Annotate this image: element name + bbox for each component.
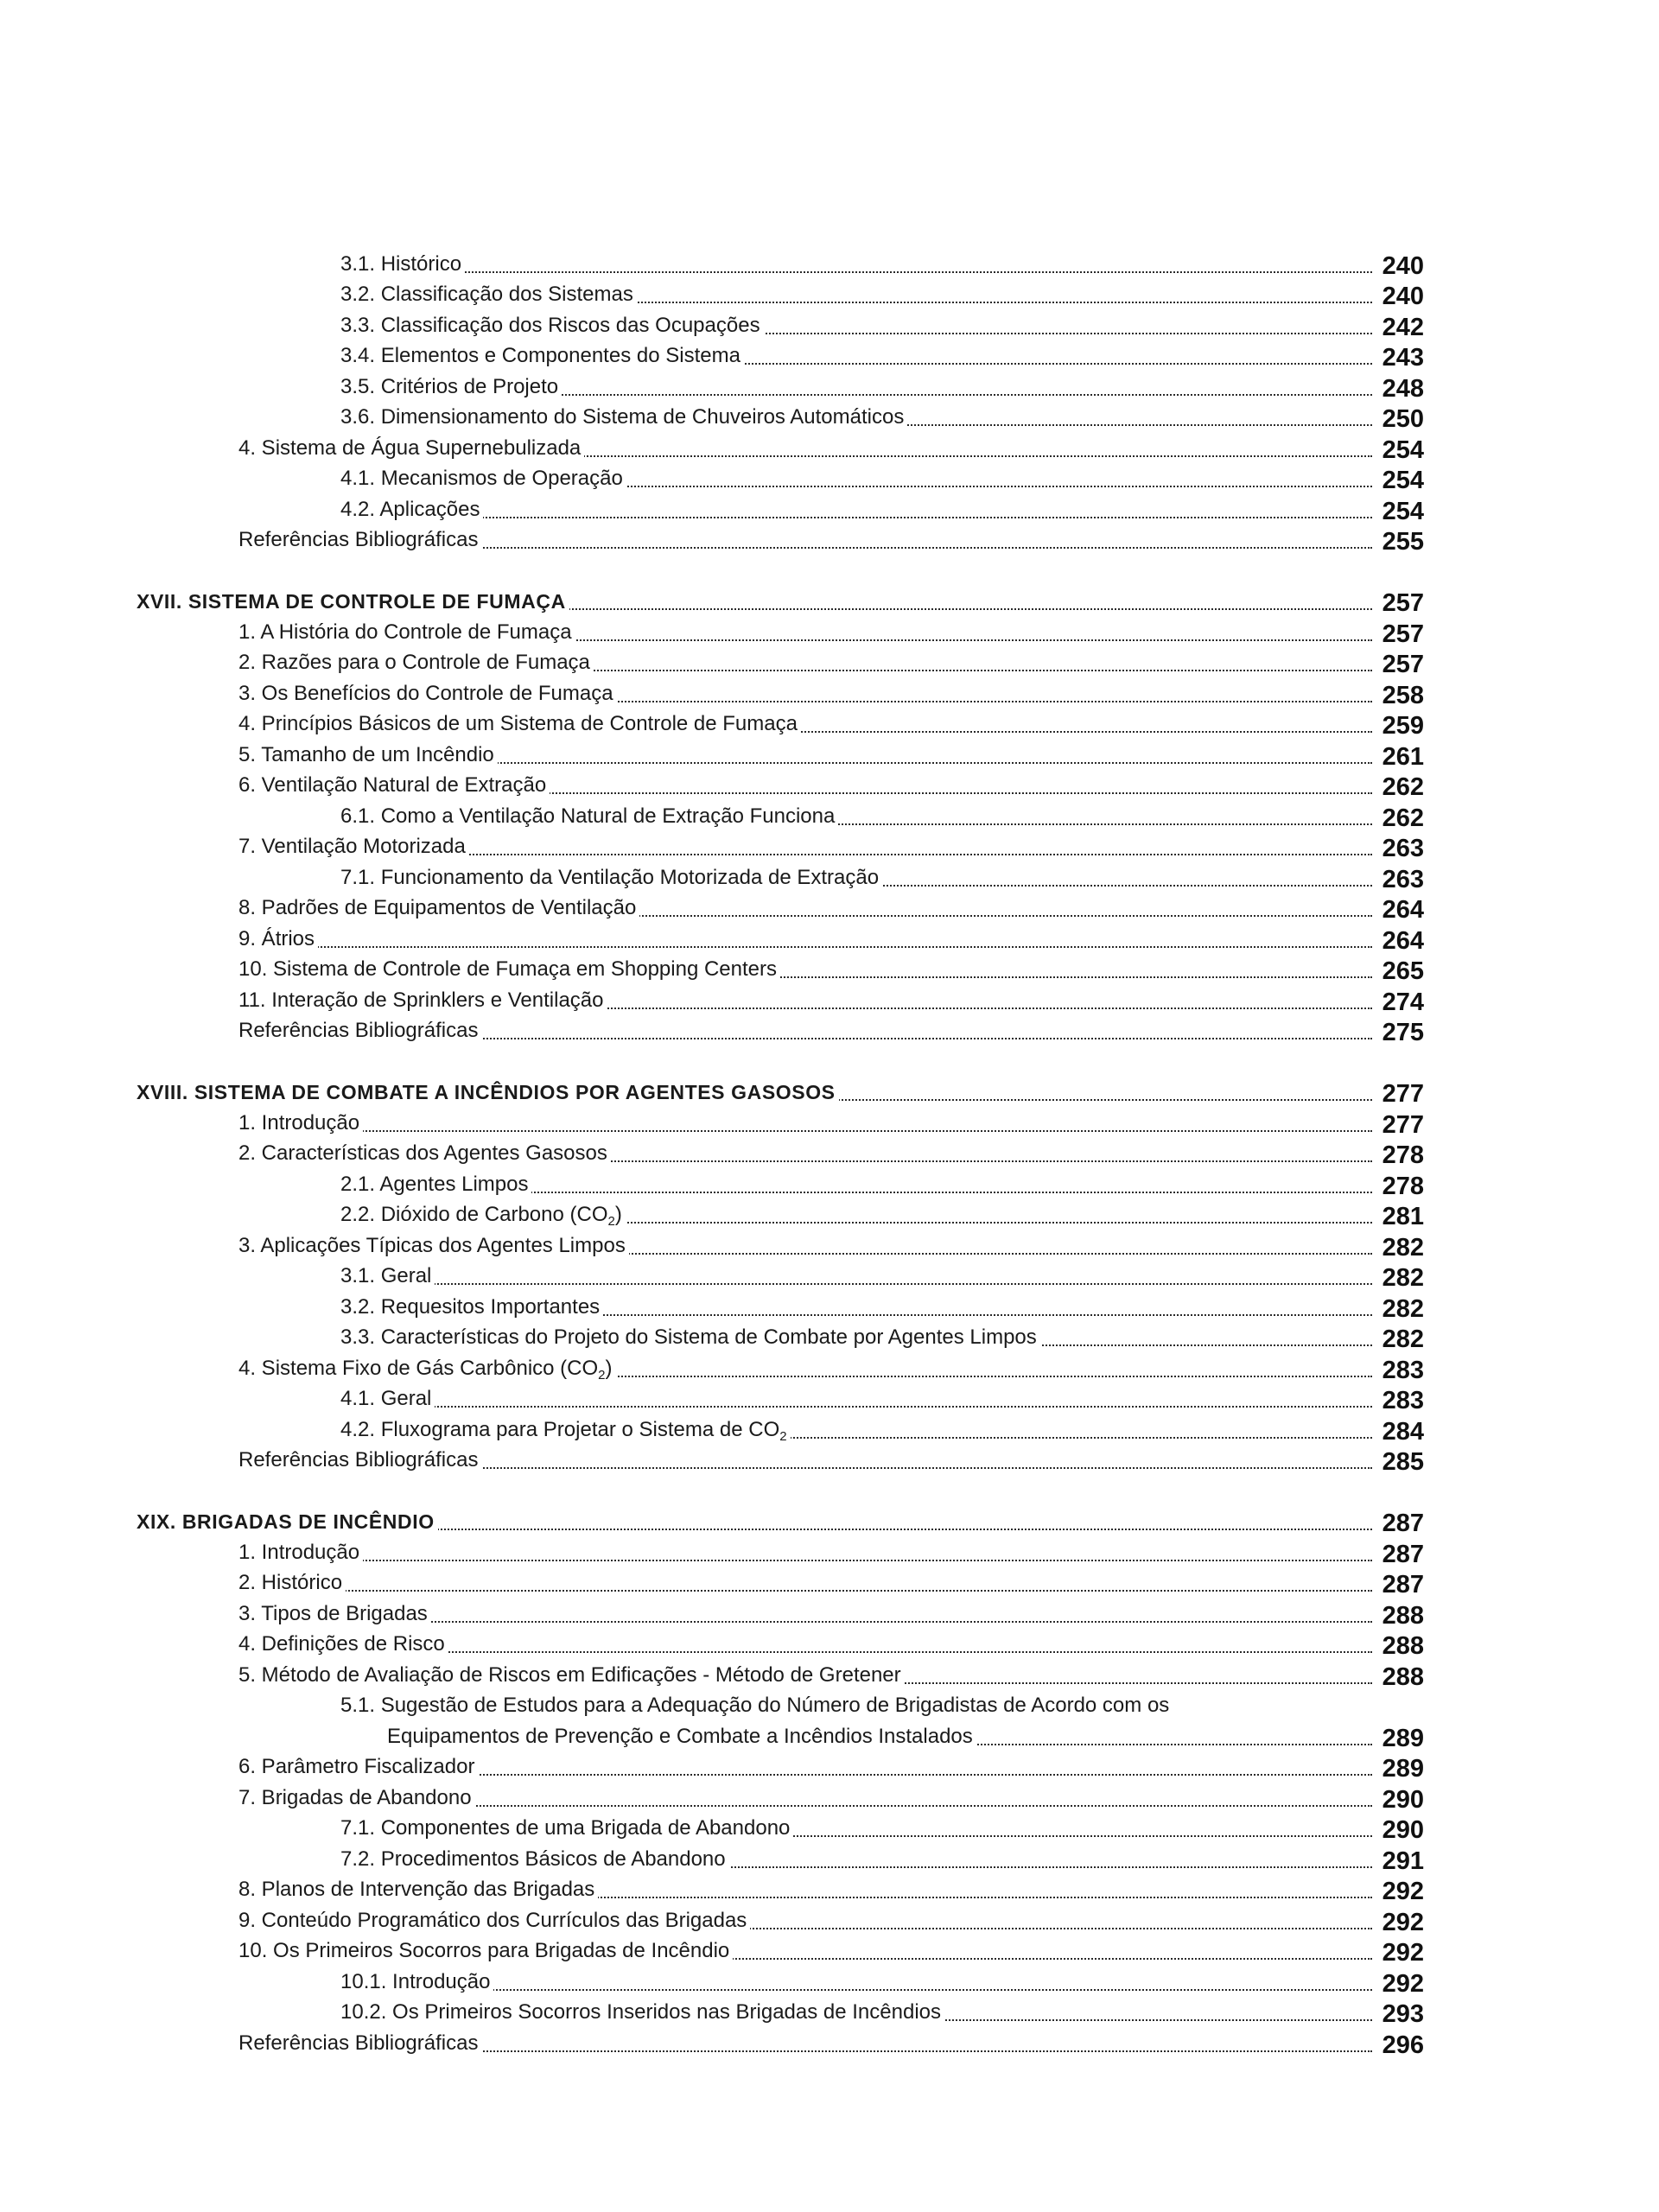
page-number: 263 xyxy=(1382,865,1424,893)
page-number: 289 xyxy=(1382,1755,1424,1783)
toc-entry-title xyxy=(238,1663,905,1688)
page-number: 285 xyxy=(1382,1448,1424,1476)
toc-entry-text: 10.1. Introdução xyxy=(340,1969,491,1993)
toc-entry-text: 7.2. Procedimentos Básicos de Abandono xyxy=(340,1847,726,1871)
toc-entry-title xyxy=(340,1295,603,1319)
page-number: 292 xyxy=(1382,1878,1424,1905)
page-number: 277 xyxy=(1382,1110,1424,1139)
toc-entry-text: 1. Introdução xyxy=(238,1110,360,1135)
toc-entry-title xyxy=(340,1816,793,1840)
toc-entry[interactable] xyxy=(137,1998,1424,2029)
dot-leader xyxy=(340,1989,1372,1991)
subscript: 2 xyxy=(607,1214,615,1229)
toc-entry-title xyxy=(340,1173,531,1197)
toc-entry[interactable] xyxy=(137,1016,1424,1047)
page-number: 264 xyxy=(1382,896,1424,924)
toc-entry-title xyxy=(340,804,838,829)
toc-entry-text: 6.1. Como a Ventilação Natural de Extração Funciona xyxy=(340,804,836,828)
toc-entry-title xyxy=(238,1141,611,1166)
page-number: 254 xyxy=(1382,497,1424,525)
toc-entry-title xyxy=(238,1571,346,1595)
toc-entry[interactable] xyxy=(137,1568,1424,1599)
page-number: 255 xyxy=(1382,528,1424,556)
toc-entry-text: XIX. BRIGADAS DE INCÊNDIO xyxy=(137,1510,435,1533)
toc-entry-text: 4.1. Mecanismos de Operação xyxy=(340,467,623,490)
toc-entry[interactable] xyxy=(137,525,1424,556)
toc-entry-text: 3.5. Critérios de Projeto xyxy=(340,374,559,398)
toc-entry-text: 11. Interação de Sprinklers e Ventilação xyxy=(238,988,604,1012)
toc-entry-title xyxy=(340,1325,1040,1350)
page-number: 292 xyxy=(1382,1969,1424,1998)
toc-entry-title xyxy=(340,1203,626,1227)
toc-entry-text: 4.2. Fluxograma para Projetar o Sistema de CO xyxy=(340,1417,780,1441)
toc-entry[interactable] xyxy=(137,341,1424,372)
section-gap xyxy=(137,556,1424,587)
section-gap xyxy=(137,1046,1424,1077)
page-number: 257 xyxy=(1382,651,1424,678)
page-number: 259 xyxy=(1382,712,1424,740)
toc-entry-text: 7.1. Componentes de uma Brigada de Abandono xyxy=(340,1816,791,1840)
toc-entry-title xyxy=(238,1111,363,1135)
toc-entry-text: 2.2. Dióxido de Carbono (CO xyxy=(340,1203,608,1226)
toc-entry-title xyxy=(238,1357,616,1381)
toc-entry[interactable] xyxy=(137,1814,1424,1845)
toc-entry-title xyxy=(238,988,607,1013)
toc-entry-title xyxy=(238,528,481,552)
toc-entry-title xyxy=(340,344,744,368)
dot-leader xyxy=(340,517,1372,518)
toc-entry-text: 2. Razões para o Controle de Fumaça xyxy=(238,651,590,674)
page-number: 243 xyxy=(1382,344,1424,372)
toc-entry[interactable] xyxy=(137,1323,1424,1354)
page-number: 262 xyxy=(1382,773,1424,801)
toc-entry-title xyxy=(238,1878,598,1902)
toc-entry-text: 4. Princípios Básicos de um Sistema de Controle de Fumaça xyxy=(238,712,798,735)
toc-entry[interactable] xyxy=(137,1905,1424,1936)
toc-entry-text: 3.3. Classificação dos Riscos das Ocupações xyxy=(340,313,760,337)
page-number: 257 xyxy=(1382,589,1424,617)
toc-entry-title xyxy=(387,1725,976,1749)
toc-entry-text: 1. Introdução xyxy=(238,1540,360,1564)
toc-entry-text: 1. A História do Controle de Fumaça xyxy=(238,620,572,644)
toc-entry-text-suffix: ) xyxy=(614,1203,622,1226)
toc-entry-text: 4.1. Geral xyxy=(340,1387,432,1410)
toc-chapter-heading[interactable] xyxy=(137,1507,1424,1538)
toc-entry-text: 7. Ventilação Motorizada xyxy=(238,835,466,858)
toc-entry-text: XVIII. SISTEMA DE COMBATE A INCÊNDIOS POR AGENTES GASOSOS xyxy=(137,1081,836,1103)
toc-entry-title xyxy=(340,866,882,890)
page-number: 290 xyxy=(1382,1785,1424,1814)
dot-leader xyxy=(340,1283,1372,1285)
toc-entry-title xyxy=(238,1755,478,1779)
toc-entry[interactable] xyxy=(137,985,1424,1016)
toc-entry-text: Referências Bibliográficas xyxy=(238,2031,479,2055)
toc-entry-title xyxy=(340,405,907,429)
page-number: 290 xyxy=(1382,1816,1424,1844)
toc-entry-text: 2.1. Agentes Limpos xyxy=(340,1172,529,1196)
toc-entry[interactable] xyxy=(137,403,1424,434)
toc-entry-title xyxy=(340,1264,435,1288)
page-number: 284 xyxy=(1382,1417,1424,1446)
toc-entry[interactable] xyxy=(137,617,1424,648)
page-number: 283 xyxy=(1382,1356,1424,1384)
toc-entry-title xyxy=(340,1970,493,1994)
toc-entry-text: 2. Histórico xyxy=(238,1571,343,1594)
toc-entry-title xyxy=(137,589,569,613)
toc-entry[interactable] xyxy=(137,1537,1424,1568)
toc-entry[interactable] xyxy=(137,494,1424,525)
toc-entry-text: 3. Os Benefícios do Controle de Fumaça xyxy=(238,681,613,705)
page-number: 254 xyxy=(1382,467,1424,494)
toc-entry-title xyxy=(238,712,801,736)
toc-entry[interactable] xyxy=(137,801,1424,832)
toc-entry-title xyxy=(137,1080,839,1104)
toc-entry-title xyxy=(238,651,594,675)
toc-entry[interactable] xyxy=(137,1630,1424,1661)
toc-entry-title xyxy=(340,1418,791,1442)
page-number: 250 xyxy=(1382,405,1424,433)
page-number: 287 xyxy=(1382,1571,1424,1599)
toc-entry-text: Referências Bibliográficas xyxy=(238,1448,479,1471)
page-number: 292 xyxy=(1382,1939,1424,1967)
toc-entry[interactable] xyxy=(137,862,1424,893)
toc-entry[interactable] xyxy=(137,893,1424,925)
toc-entry-text: 6. Parâmetro Fiscalizador xyxy=(238,1755,475,1778)
toc-entry-title xyxy=(238,1019,481,1043)
toc-entry-text: 2. Características dos Agentes Gasosos xyxy=(238,1141,607,1165)
toc-entry-text: 8. Planos de Intervenção das Brigadas xyxy=(238,1878,595,1901)
toc-entry[interactable] xyxy=(137,771,1424,802)
toc-entry[interactable] xyxy=(137,372,1424,403)
toc-entry-title xyxy=(238,1632,448,1656)
toc-entry-title xyxy=(340,1694,1173,1718)
toc-entry[interactable] xyxy=(137,709,1424,741)
toc-entry-title xyxy=(238,927,318,951)
section-gap xyxy=(137,1476,1424,1507)
toc-entry[interactable] xyxy=(137,249,1424,280)
toc-entry[interactable] xyxy=(137,1414,1424,1446)
toc-entry[interactable] xyxy=(137,1599,1424,1630)
toc-entry-title xyxy=(238,682,617,706)
toc-entry-text: Equipamentos de Prevenção e Combate a Incêndios Instalados xyxy=(387,1724,973,1748)
dot-leader xyxy=(238,1130,1372,1132)
toc-entry-title xyxy=(340,1847,729,1872)
page-number: 292 xyxy=(1382,1908,1424,1936)
toc-entry-text: 3. Tipos de Brigadas xyxy=(238,1601,428,1625)
page-number: 254 xyxy=(1382,435,1424,464)
toc-entry-title xyxy=(238,896,639,920)
toc-entry-text: 10. Os Primeiros Socorros para Brigadas de Incêndio xyxy=(238,1939,730,1962)
toc-entry-text: 7.1. Funcionamento da Ventilação Motorizada de Extração xyxy=(340,865,880,889)
toc-entry-title xyxy=(238,773,550,798)
toc-entry[interactable] xyxy=(137,955,1424,986)
toc-entry-title xyxy=(340,252,465,276)
page-number: 261 xyxy=(1382,742,1424,771)
page-number: 242 xyxy=(1382,313,1424,341)
page-number: 288 xyxy=(1382,1662,1424,1691)
toc-entry-text: 4. Sistema Fixo de Gás Carbônico (CO xyxy=(238,1356,599,1380)
toc-entry-title xyxy=(340,314,764,338)
toc-entry-title xyxy=(340,467,626,491)
toc-entry-text: 5. Tamanho de um Incêndio xyxy=(238,742,494,766)
toc-entry-title xyxy=(340,2000,944,2024)
toc-entry-text: Referências Bibliográficas xyxy=(238,528,479,551)
toc-entry-title xyxy=(238,1939,733,1963)
toc-entry[interactable] xyxy=(137,1384,1424,1415)
page-number: 288 xyxy=(1382,1632,1424,1660)
toc-entry-title xyxy=(238,1541,363,1565)
toc-entry[interactable] xyxy=(137,1446,1424,1477)
toc-entry-title xyxy=(238,1786,475,1810)
toc-entry-text: 5. Método de Avaliação de Riscos em Edificações - Método de Gretener xyxy=(238,1662,901,1687)
page-number: 283 xyxy=(1382,1387,1424,1414)
page-number: 278 xyxy=(1382,1141,1424,1169)
page-number: 282 xyxy=(1382,1264,1424,1292)
toc-entry[interactable] xyxy=(137,832,1424,863)
toc-entry-text: 7. Brigadas de Abandono xyxy=(238,1785,472,1809)
dot-leader xyxy=(238,1590,1372,1592)
toc-entry[interactable] xyxy=(137,1139,1424,1170)
toc-chapter-heading[interactable] xyxy=(137,1077,1424,1109)
page-number: 240 xyxy=(1382,283,1424,310)
toc-entry-text: 3.1. Histórico xyxy=(340,251,462,276)
page-number: 274 xyxy=(1382,988,1424,1016)
toc-entry[interactable] xyxy=(137,1936,1424,1967)
toc-entry-text: 8. Padrões de Equipamentos de Ventilação xyxy=(238,896,637,919)
page-number: 275 xyxy=(1382,1019,1424,1046)
page-number: 289 xyxy=(1382,1724,1424,1752)
toc-entry-text: 5.1. Sugestão de Estudos para a Adequação do Número de Brigadistas de Acordo com os xyxy=(340,1694,1170,1717)
page-number: 258 xyxy=(1382,681,1424,709)
toc-entry-text: 4. Definições de Risco xyxy=(238,1632,445,1656)
toc-entry[interactable] xyxy=(137,1262,1424,1293)
page-number: 240 xyxy=(1382,251,1424,280)
toc-entry-title xyxy=(340,498,483,522)
toc-chapter-heading[interactable] xyxy=(137,587,1424,618)
toc-entry-title xyxy=(238,436,584,461)
page-number: 265 xyxy=(1382,957,1424,985)
toc-entry[interactable] xyxy=(137,648,1424,679)
toc-entry[interactable] xyxy=(137,1783,1424,1814)
page-number: 282 xyxy=(1382,1233,1424,1262)
page-number: 293 xyxy=(1382,2000,1424,2028)
toc-entry[interactable] xyxy=(137,1875,1424,1906)
toc-entry-title xyxy=(238,1234,629,1258)
toc-entry[interactable] xyxy=(137,1752,1424,1783)
toc-entry-text: 3.2. Classificação dos Sistemas xyxy=(340,283,633,306)
toc-entry[interactable] xyxy=(137,1844,1424,1875)
toc-entry[interactable] xyxy=(137,1292,1424,1323)
toc-entry-title xyxy=(238,1602,431,1626)
dot-leader xyxy=(238,1560,1372,1561)
toc-entry-title xyxy=(238,743,498,767)
toc-entry[interactable] xyxy=(137,924,1424,955)
toc-entry-text: 3.2. Requesitos Importantes xyxy=(340,1294,601,1319)
toc-entry[interactable] xyxy=(137,310,1424,341)
toc-entry[interactable] xyxy=(137,1230,1424,1262)
toc-entry-text: Referências Bibliográficas xyxy=(238,1019,479,1042)
toc-entry-title xyxy=(238,620,575,645)
toc-entry[interactable] xyxy=(137,1200,1424,1231)
toc-entry-text: 3. Aplicações Típicas dos Agentes Limpos xyxy=(238,1233,626,1257)
page-number: 257 xyxy=(1382,620,1424,648)
toc-entry-title xyxy=(137,1510,438,1534)
toc-entry-title xyxy=(238,957,780,982)
toc-entry[interactable] xyxy=(137,1721,1424,1752)
dot-leader xyxy=(340,1406,1372,1408)
toc-entry-text: 3.6. Dimensionamento do Sistema de Chuveiros Automáticos xyxy=(340,405,905,429)
page-number: 264 xyxy=(1382,926,1424,955)
toc-entry-title xyxy=(238,1909,750,1933)
dot-leader xyxy=(238,946,1372,948)
toc-entry-text: 3.4. Elementos e Componentes do Sistema xyxy=(340,344,741,367)
toc-entry[interactable] xyxy=(137,740,1424,771)
toc-entry-text: 3.1. Geral xyxy=(340,1264,432,1287)
toc-entry[interactable] xyxy=(137,280,1424,311)
toc-entry[interactable] xyxy=(137,1108,1424,1139)
toc-entry[interactable] xyxy=(137,678,1424,709)
page-number: 248 xyxy=(1382,374,1424,403)
page-number: 291 xyxy=(1382,1847,1424,1875)
page-number: 282 xyxy=(1382,1294,1424,1323)
subscript: 2 xyxy=(779,1428,787,1444)
toc-entry[interactable] xyxy=(137,2028,1424,2059)
page-number: 296 xyxy=(1382,2031,1424,2059)
toc-entry[interactable] xyxy=(137,1691,1424,1722)
toc-entry-text: 9. Conteúdo Programático dos Currículos das Brigadas xyxy=(238,1908,747,1932)
toc-entry-text: 4.2. Aplicações xyxy=(340,497,480,521)
subscript: 2 xyxy=(598,1367,606,1382)
page-number: 288 xyxy=(1382,1601,1424,1630)
toc-entry[interactable] xyxy=(137,464,1424,495)
page-number: 263 xyxy=(1382,835,1424,862)
page-number: 262 xyxy=(1382,804,1424,832)
toc-entry-text: 10. Sistema de Controle de Fumaça em Shopping Centers xyxy=(238,957,778,981)
page-number: 278 xyxy=(1382,1172,1424,1200)
toc-entry-text: 3.3. Características do Projeto do Sistema de Combate por Agentes Limpos xyxy=(340,1325,1037,1349)
toc-entry-title xyxy=(340,375,562,399)
toc-entry-title xyxy=(238,2031,481,2056)
table-of-contents xyxy=(137,249,1424,2059)
toc-entry-title xyxy=(340,1387,435,1411)
toc-entry[interactable] xyxy=(137,1967,1424,1998)
toc-entry-text: 6. Ventilação Natural de Extração xyxy=(238,773,547,797)
toc-entry-text: 10.2. Os Primeiros Socorros Inseridos nas Brigadas de Incêndios xyxy=(340,2000,942,2024)
toc-entry-text-suffix: ) xyxy=(605,1356,613,1380)
toc-entry-title xyxy=(340,283,637,307)
page-number: 287 xyxy=(1382,1510,1424,1537)
toc-entry-text: XVII. SISTEMA DE CONTROLE DE FUMAÇA xyxy=(137,590,566,613)
toc-entry-title xyxy=(238,835,469,859)
toc-entry[interactable] xyxy=(137,1169,1424,1200)
page-number: 277 xyxy=(1382,1080,1424,1108)
dot-leader xyxy=(340,271,1372,273)
toc-entry-text: 4. Sistema de Água Supernebulizada xyxy=(238,435,582,460)
toc-entry[interactable] xyxy=(137,1353,1424,1384)
page-number: 281 xyxy=(1382,1203,1424,1230)
toc-entry-title xyxy=(238,1448,481,1472)
toc-entry[interactable] xyxy=(137,433,1424,464)
toc-entry[interactable] xyxy=(137,1660,1424,1691)
page-number: 287 xyxy=(1382,1540,1424,1568)
toc-entry-text: 9. Átrios xyxy=(238,926,315,950)
page-number: 282 xyxy=(1382,1325,1424,1353)
